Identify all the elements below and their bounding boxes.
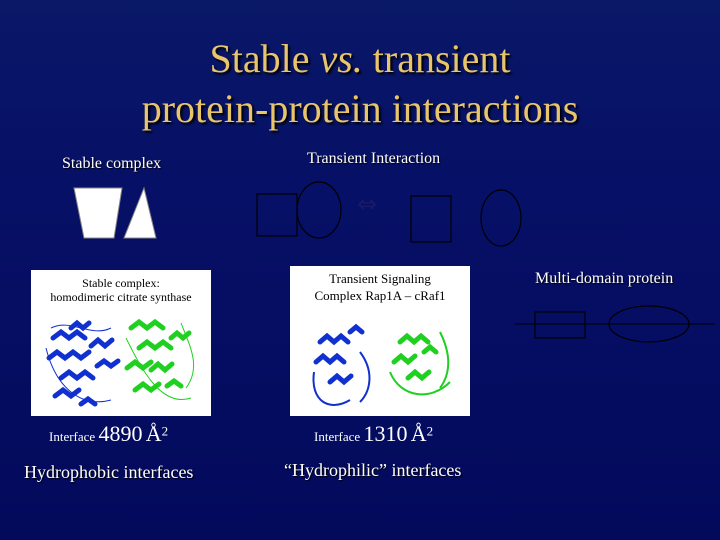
stable-interface-exponent: 2 (161, 423, 169, 439)
citrate-synthase-structure-image (31, 308, 211, 416)
slide-title-line-2: protein-protein interactions (141, 86, 579, 131)
square-shape-bound (257, 194, 297, 236)
transient-interface-label: Interface (314, 429, 361, 444)
stable-interface-unit: Å (145, 421, 162, 446)
transient-interface-area (314, 421, 433, 447)
double-arrow-icon: ⇔ (357, 190, 378, 218)
transient-caption-line-2: Complex Rap1A – cRaf1 (314, 288, 446, 303)
transient-interface-unit: Å (410, 421, 427, 446)
transient-interaction-diagram (255, 180, 525, 252)
stable-footer: Hydrophobic interfaces (24, 462, 194, 482)
stable-caption-line-2: homodimeric citrate synthase (50, 290, 192, 304)
stable-interface-value: 4890 (98, 421, 143, 446)
transient-image-caption (290, 266, 470, 312)
transient-caption-line-1: Transient Signaling (329, 271, 431, 286)
transient-interface-exponent: 2 (426, 423, 434, 439)
square-shape-free (411, 196, 451, 242)
stable-interface-label: Interface (49, 429, 96, 444)
title-text-vs: vs. (319, 36, 363, 81)
title-text-start: Stable (209, 36, 320, 81)
transient-interface-value: 1310 (363, 421, 408, 446)
title-text-end: transient (362, 36, 511, 81)
stable-complex-diagram (70, 186, 160, 242)
trapezoid-shape (74, 188, 122, 238)
ellipse-shape-free (481, 190, 521, 246)
transient-interaction-heading: Transient Interaction (307, 150, 441, 167)
multi-domain-diagram (515, 302, 715, 346)
domain-square-shape (535, 312, 585, 338)
multi-domain-heading: Multi-domain protein (535, 270, 674, 287)
ellipse-shape-bound (297, 182, 341, 238)
stable-interface-area (49, 421, 168, 447)
rap1a-craf1-structure-image (290, 312, 470, 416)
stable-complex-heading: Stable complex (62, 155, 162, 172)
stable-image-caption (31, 270, 211, 310)
triangle-shape (124, 188, 156, 238)
stable-caption-line-1: Stable complex: (82, 276, 160, 290)
slide-title-line-1 (0, 36, 720, 82)
transient-footer: “Hydrophilic” interfaces (284, 460, 462, 480)
